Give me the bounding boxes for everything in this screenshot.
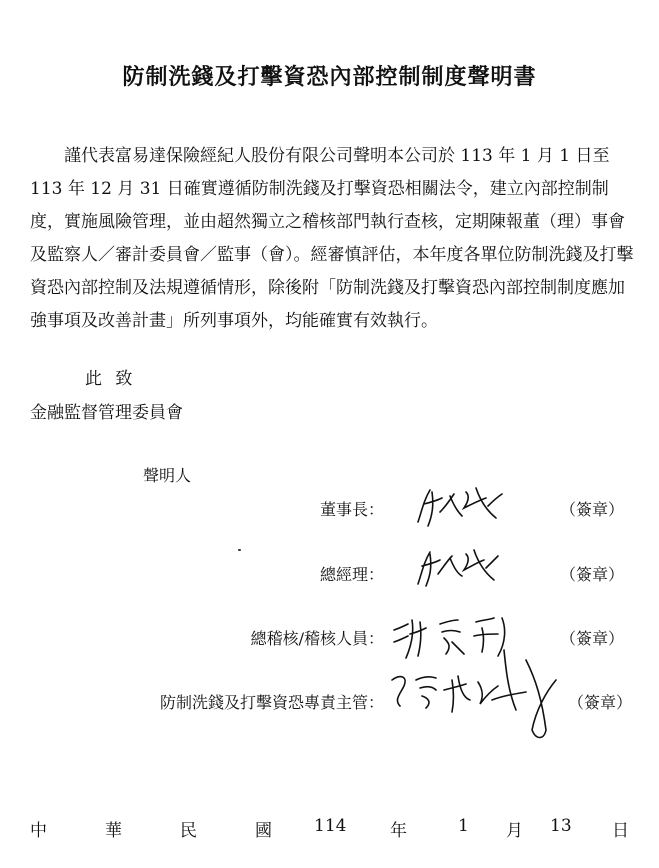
date-year-label: 年 [390,821,407,841]
general-manager-label: 總經理： [319,565,384,584]
chairman-seal-mark: （簽章） [560,500,625,519]
aml-officer-label: 防制洗錢及打擊資恐專責主管： [159,693,384,712]
date-char-guo: 國 [255,821,272,841]
date-char-min: 民 [180,821,197,841]
chief-auditor-label: 總稽核/稽核人員： [250,629,384,648]
date-year: 114 [314,816,347,836]
date-month: 1 [458,816,469,836]
general-manager-seal-mark: （簽章） [560,565,625,584]
chairman-signature [410,482,510,530]
date-month-label: 月 [506,821,523,841]
date-char-hua: 華 [105,821,122,841]
document-title: 防制洗錢及打擊資恐內部控制制度聲明書 [122,64,537,90]
date-char-zhong: 中 [30,821,47,841]
greeting: 此 致 [85,369,137,389]
general-manager-signature [412,542,502,590]
aml-officer-seal-mark: （簽章） [568,693,633,712]
recipient: 金融監督管理委員會 [30,403,183,423]
date-day: 13 [550,816,572,836]
chairman-label: 董事長： [319,500,384,519]
chief-auditor-seal-mark: （簽章） [560,629,625,648]
declarant-label: 聲明人 [143,466,192,485]
declaration-text: 謹代表富易達保險經紀人股份有限公司聲明本公司於 113 年 1 月 1 日至 113 年 12 月 31 日確實遵循防制洗錢及打擊資恐相關法令，建立內部控制制度，實施風險管理，並由超然獨立之稽核部門執行查核，定期陳報董（理）事會及監察人／審計委員會／監事（會）。經審慎評估，本年度各單位防制洗錢及打擊資恐內部控制及法規遵循情形，除後附「防制洗錢及打擊資恐內部控制制度應加強事項及改善計畫」所列事項外，均能確實有效執行。 [30,146,634,331]
scan-speck [238,549,241,551]
declaration-body [30,140,635,338]
date-day-label: 日 [612,821,629,841]
aml-officer-signature [386,640,566,770]
